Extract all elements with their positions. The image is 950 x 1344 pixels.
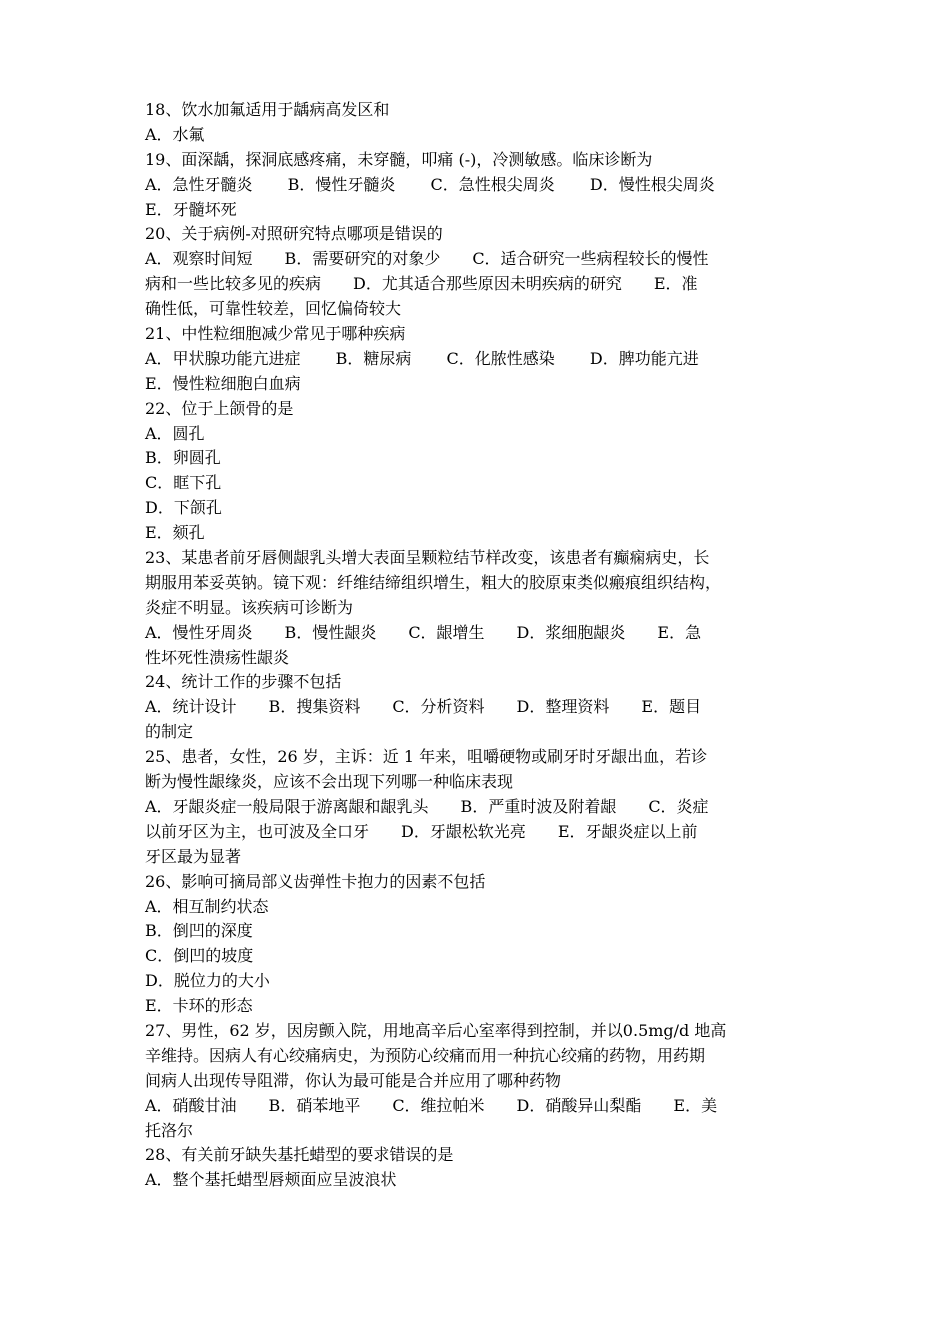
question-21-option-e: E．慢性粒细胞白血病 (145, 373, 301, 393)
question-27-stem-line-2: 辛维持。因病人有心绞痛病史，为预防心绞痛而用一种抗心绞痛的药物，用药期 (145, 1045, 706, 1065)
question-21-options (145, 347, 807, 372)
question-28-option-a: A．整个基托蜡型唇颊面应呈波浪状 (145, 1170, 397, 1190)
document-page (145, 98, 807, 1193)
question-25-stem-line-1: 25、患者，女性，26 岁，主诉：近 1 年来，咀嚼硬物或刷牙时牙龈出血，若诊 (145, 747, 708, 767)
question-20-options-line-2: 病和一些比较多见的疾病 D．尤其适合那些原因未明疾病的研究 E．准 (145, 274, 698, 294)
question-21-option-a: A．甲状腺功能亢进症 (145, 348, 301, 368)
question-25-stem-line-2: 断为慢性龈缘炎，应该不会出现下列哪一种临床表现 (145, 772, 514, 792)
question-24-options-line-2: 的制定 (145, 722, 194, 742)
question-23-options-line-2: 性坏死性溃疡性龈炎 (145, 647, 290, 667)
question-26-option-d: D．脱位力的大小 (145, 971, 270, 991)
question-22-option-c: C．眶下孔 (145, 473, 222, 493)
question-26-stem: 26、影响可摘局部义齿弹性卡抱力的因素不包括 (145, 871, 486, 891)
question-21-stem: 21、中性粒细胞减少常见于哪种疾病 (145, 324, 406, 344)
question-18-stem: 18、饮水加氟适用于龋病高发区和 (145, 100, 390, 119)
question-19-option-d: D．慢性根尖周炎 (589, 174, 715, 194)
question-28-stem: 28、有关前牙缺失基托蜡型的要求错误的是 (145, 1145, 454, 1165)
question-23-stem-line-3: 炎症不明显。该疾病可诊断为 (145, 597, 354, 617)
question-19-option-a: A．急性牙髓炎 (145, 174, 253, 194)
question-25-options-line-2: 以前牙区为主，也可波及全口牙 D．牙龈松软光亮 E．牙龈炎症以上前 (145, 821, 698, 841)
question-19-options (145, 173, 807, 198)
question-27-options-line-2: 托洛尔 (145, 1120, 194, 1140)
question-19-option-c: C．急性根尖周炎 (430, 174, 555, 194)
question-20-stem: 20、关于病例-对照研究特点哪项是错误的 (145, 224, 443, 244)
question-21-option-c: C．化脓性感染 (446, 348, 555, 368)
question-19-option-e: E．牙髓坏死 (145, 199, 237, 219)
question-26-option-b: B．倒凹的深度 (145, 921, 253, 941)
question-24-stem: 24、统计工作的步骤不包括 (145, 672, 342, 692)
question-20-options-line-3: 确性低，可靠性较差，回忆偏倚较大 (145, 299, 402, 319)
question-20-options-line-1: A．观察时间短 B．需要研究的对象少 C．适合研究一些病程较长的慢性 (145, 249, 709, 269)
question-18-option-a: A．水氟 (145, 124, 205, 144)
question-22-option-d: D．下颌孔 (145, 498, 222, 518)
question-21-option-d: D．脾功能亢进 (589, 348, 699, 368)
question-23-options-line-1: A．慢性牙周炎 B．慢性龈炎 C．龈增生 D．浆细胞龈炎 E．急 (145, 622, 702, 642)
question-22-stem: 22、位于上颌骨的是 (145, 398, 294, 418)
question-25-options-line-3: 牙区最为显著 (145, 846, 242, 866)
question-27-stem-line-1: 27、男性，62 岁，因房颤入院，用地高辛后心室率得到控制，并以0.5mg/d 地高 (145, 1020, 727, 1040)
question-22-option-b: B．卵圆孔 (145, 448, 221, 468)
question-24-options-line-1: A．统计设计 B．搜集资料 C．分析资料 D．整理资料 E．题目 (145, 697, 702, 717)
question-26-option-e: E．卡环的形态 (145, 996, 253, 1016)
question-26-option-c: C．倒凹的坡度 (145, 946, 254, 966)
question-26-option-a: A．相互制约状态 (145, 896, 269, 916)
question-22-option-e: E．颏孔 (145, 523, 205, 543)
question-19-stem: 19、面深龋，探洞底感疼痛，未穿髓，叩痛 (-)，冷测敏感。临床诊断为 (145, 149, 653, 169)
question-19-option-b: B．慢性牙髓炎 (287, 174, 396, 194)
question-25-options-line-1: A．牙龈炎症一般局限于游离龈和龈乳头 B．严重时波及附着龈 C．炎症 (145, 796, 709, 816)
question-22-option-a: A．圆孔 (145, 423, 205, 443)
question-21-option-b: B．糖尿病 (335, 348, 412, 368)
question-27-stem-line-3: 间病人出现传导阻滞，你认为最可能是合并应用了哪种药物 (145, 1070, 562, 1090)
question-23-stem-line-2: 期服用苯妥英钠。镜下观：纤维结缔组织增生，粗大的胶原束类似瘢痕组织结构， (145, 572, 722, 592)
question-27-options-line-1: A．硝酸甘油 B．硝苯地平 C．维拉帕米 D．硝酸异山梨酯 E．美 (145, 1095, 718, 1115)
question-23-stem-line-1: 23、某患者前牙唇侧龈乳头增大表面呈颗粒结节样改变，该患者有癫痫病史，长 (145, 548, 710, 568)
